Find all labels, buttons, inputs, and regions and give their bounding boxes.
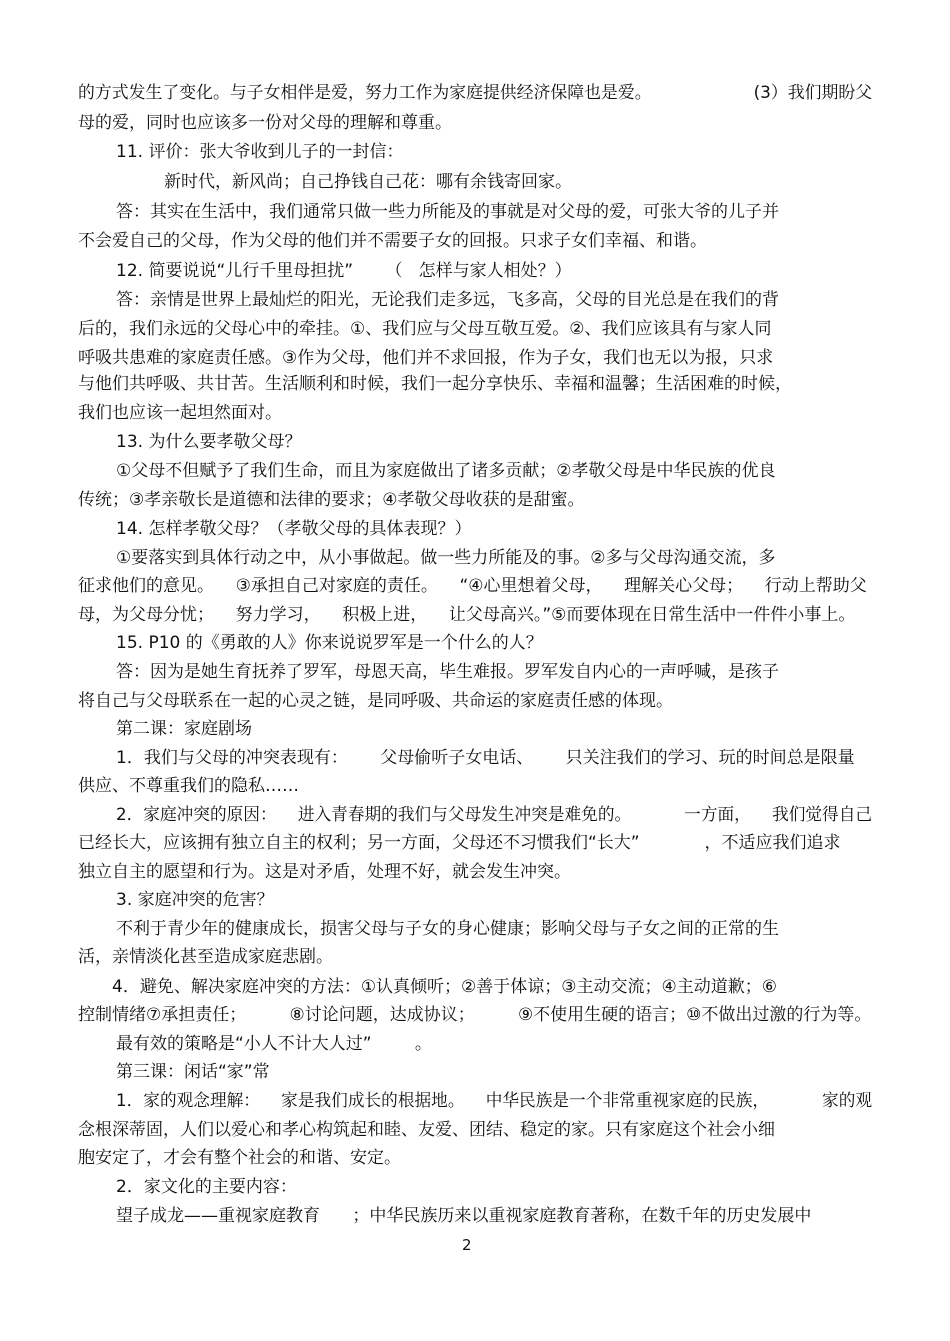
text-line: 12. 简要说说“儿行千里母担扰” （ 怎样与家人相处？） (116, 261, 572, 281)
text-line: 母的爱，同时也应该多一份对父母的理解和尊重。 (78, 113, 452, 133)
text-line: 呼吸共患难的家庭责任感。③作为父母，他们并不求回报，作为子女，我们也无以为报，只求 (78, 348, 774, 368)
text-line: 1．我们与父母的冲突表现有： 父母偷听子女电话、 只关注我们的学习、玩的时间总是限量 (116, 748, 855, 768)
text-line: 我们也应该一起坦然面对。 (78, 403, 282, 423)
text-line: 望子成龙——重视家庭教育 ；中华民族历来以重视家庭教育著称，在数千年的历史发展中 (116, 1206, 812, 1226)
text-line: 已经长大，应该拥有独立自主的权利；另一方面，父母还不习惯我们“长大” ，不适应我们追求 (78, 833, 841, 853)
text-line: ①要落实到具体行动之中，从小事做起。做一些力所能及的事。②多与父母沟通交流，多 (116, 548, 776, 568)
text-line: 3. 家庭冲突的危害？ (116, 890, 274, 910)
text-line: 15. P10 的《勇敢的人》你来说说罗军是一个什么的人？ (116, 633, 543, 653)
text-line: 的方式发生了变化。与子女相伴是爱，努力工作为家庭提供经济保障也是爱。 (3）我们期盼父 (78, 83, 873, 103)
text-line: 独立自主的愿望和行为。这是对矛盾，处理不好，就会发生冲突。 (78, 862, 571, 882)
page-number: 2 (462, 1236, 472, 1254)
section-heading: 第三课：闲话“家”常 (116, 1062, 270, 1082)
text-line: 后的，我们永远的父母心中的牵挂。①、我们应与父母互敬互爱。②、我们应该具有与家人同 (78, 319, 772, 339)
text-line: 11. 评价：张大爷收到儿子的一封信： (116, 142, 404, 162)
text-line: 2．家文化的主要内容： (116, 1177, 297, 1197)
text-line: 征求他们的意见。 ③承担自己对家庭的责任。 “④心里想着父母， 理解关心父母； 行动上帮助父 (78, 576, 867, 596)
text-line: 供应、不尊重我们的隐私…… (78, 776, 299, 796)
text-line: 不利于青少年的健康成长，损害父母与子女的身心健康；影响父母与子女之间的正常的生 (116, 919, 779, 939)
section-heading: 第二课：家庭剧场 (116, 719, 252, 739)
text-line: 14. 怎样孝敬父母？（孝敬父母的具体表现？） (116, 519, 472, 539)
text-line: 4．避免、解决家庭冲突的方法：①认真倾听；②善于体谅；③主动交流；④主动道歉；⑥ (112, 977, 778, 997)
text-line: ①父母不但赋予了我们生命，而且为家庭做出了诸多贡献；②孝敬父母是中华民族的优良 (116, 461, 776, 481)
text-line: 与他们共呼吸、共甘苦。生活顺利和时候，我们一起分享快乐、幸福和温馨；生活困难的时候， (78, 374, 792, 394)
text-line: 活，亲情淡化甚至造成家庭悲剧。 (78, 947, 333, 967)
text-line: 2．家庭冲突的原因： 进入青春期的我们与父母发生冲突是难免的。 一方面， 我们觉得自己 (116, 805, 873, 825)
text-line: 答：其实在生活中，我们通常只做一些力所能及的事就是对父母的爱，可张大爷的儿子并 (116, 202, 779, 222)
text-line: 念根深蒂固，人们以爱心和孝心构筑起和睦、友爱、团结、稳定的家。只有家庭这个社会小细 (78, 1120, 775, 1140)
text-line: 新时代，新风尚；自己挣钱自己花：哪有余钱寄回家。 (164, 172, 572, 192)
text-line: 不会爱自己的父母，作为父母的他们并不需要子女的回报。只求子女们幸福、和谐。 (78, 231, 707, 251)
text-line: 1．家的观念理解： 家是我们成长的根据地。 中华民族是一个非常重视家庭的民族， 家的观 (116, 1091, 873, 1111)
text-line: 最有效的策略是“小人不计大人过” 。 (116, 1034, 432, 1054)
text-line: 将自己与父母联系在一起的心灵之链，是同呼吸、共命运的家庭责任感的体现。 (78, 691, 673, 711)
text-line: 控制情绪⑦承担责任； ⑧讨论问题，达成协议； ⑨不使用生硬的语言；⑩不做出过激的行为等。 (78, 1005, 872, 1025)
text-line: 母，为父母分忧； 努力学习， 积极上进， 让父母高兴。”⑤而要体现在日常生活中一件件小事上。 (78, 605, 856, 625)
text-line: 13. 为什么要孝敬父母？ (116, 432, 302, 452)
text-line: 传统；③孝亲敬长是道德和法律的要求；④孝敬父母收获的是甜蜜。 (78, 490, 585, 510)
text-line: 答：因为是她生育抚养了罗军，母恩天高，毕生难报。罗军发自内心的一声呼喊，是孩子 (116, 662, 779, 682)
text-line: 答：亲情是世界上最灿烂的阳光，无论我们走多远，飞多高，父母的目光总是在我们的背 (116, 290, 779, 310)
text-line: 胞安定了，才会有整个社会的和谐、安定。 (78, 1148, 401, 1168)
